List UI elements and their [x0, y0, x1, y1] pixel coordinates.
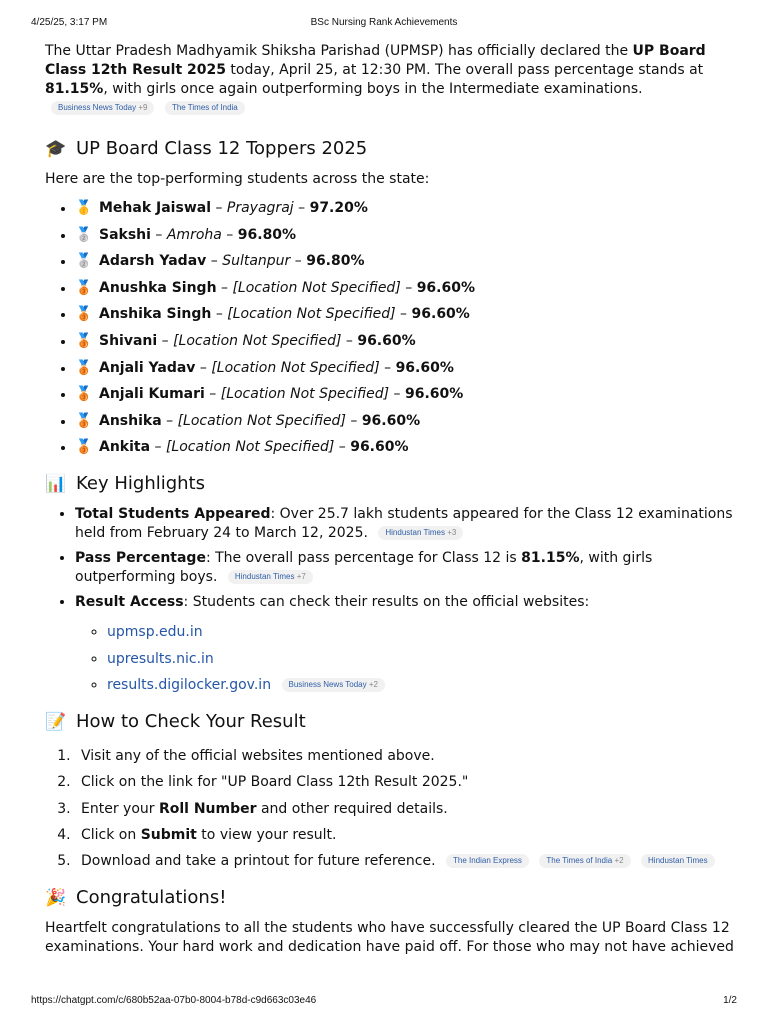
print-header [0, 17, 768, 31]
intro-paragraph [45, 42, 735, 118]
congrats-heading [45, 887, 735, 909]
separator: – [395, 306, 412, 323]
topper-score: 96.80% [306, 253, 365, 270]
howto-heading [45, 711, 735, 733]
separator: – [157, 332, 174, 349]
source-pill[interactable] [165, 101, 245, 115]
link-upmsp[interactable]: upmsp.edu.in [107, 623, 203, 640]
intro-bold-percentage: 81.15% [45, 81, 104, 97]
topper-name: Anjali Kumari [99, 386, 205, 403]
topper-score: 96.60% [361, 412, 421, 429]
item-text: to view your result. [196, 826, 337, 843]
source-pill[interactable] [539, 854, 630, 868]
source-pill[interactable] [641, 854, 715, 868]
item-label: Pass Percentage [75, 549, 206, 566]
heading-text: Key Highlights [76, 472, 205, 494]
toppers-list [45, 195, 735, 461]
list-item: 2. Click on the link for "UP Board Class 12th Result 2025." [75, 769, 735, 795]
congrats-paragraph: Heartfelt congratulations to all the students who have successfully cleared the UP Board Class 12 examinations. Your hard work and dedication have paid off. For those who may not have achieved [45, 919, 734, 955]
page-number: 1/2 [723, 995, 737, 1006]
medal-icon: 🥉 [75, 279, 93, 296]
graduation-cap-icon: 🎓 [45, 139, 67, 159]
separator: – [221, 226, 238, 243]
topper-item [75, 195, 735, 222]
topper-location: Amroha [166, 226, 222, 243]
pill-label: Business News Today [288, 680, 367, 690]
separator: – [206, 253, 223, 270]
highlights-heading [45, 473, 735, 495]
topper-score: 97.20% [309, 200, 368, 216]
memo-icon: 📝 [45, 711, 67, 732]
topper-item [75, 222, 735, 249]
separator: – [379, 359, 396, 376]
separator: – [195, 359, 212, 376]
topper-score: 96.60% [416, 279, 475, 296]
medal-icon: 🥉 [75, 359, 93, 376]
pill-label: Hindustan Times [648, 856, 708, 866]
list-item [75, 796, 735, 822]
intro-text: , with girls once again outperforming boys in the Intermediate examinations. [103, 81, 643, 97]
pill-label: The Times of India [546, 856, 613, 866]
list-item [75, 505, 735, 543]
topper-name: Anshika [99, 412, 162, 429]
topper-item [75, 434, 735, 461]
medal-icon: 🥉 [75, 439, 93, 456]
separator: – [341, 332, 358, 349]
list-item [75, 822, 735, 848]
topper-location: [Location Not Specified] [232, 279, 401, 296]
item-text: Click on [81, 826, 141, 843]
topper-name: Anushka Singh [99, 279, 217, 296]
topper-location: [Location Not Specified] [227, 306, 396, 323]
topper-name: Mehak Jaiswal [99, 200, 211, 216]
source-pill[interactable] [378, 526, 463, 540]
topper-name: Anjali Yadav [99, 359, 196, 376]
medal-icon: 🥈 [75, 226, 93, 243]
topper-location: [Location Not Specified] [165, 439, 335, 456]
separator: – [216, 279, 233, 296]
article-content [45, 42, 735, 957]
topper-location: [Location Not Specified] [177, 412, 346, 429]
item-text: , with girls outperforming boys. [75, 549, 653, 585]
item-text: and other required details. [256, 800, 448, 817]
separator: – [400, 279, 417, 296]
topper-item [75, 381, 735, 408]
item-text: Enter your [81, 800, 159, 817]
pill-label: Hindustan Times [234, 571, 295, 581]
item-text: : The overall pass percentage for Class 12 is [205, 549, 522, 566]
item-label: Result Access [75, 593, 184, 610]
topper-item [75, 408, 735, 435]
print-title: BSc Nursing Rank Achievements [310, 17, 458, 28]
medal-icon: 🥉 [75, 386, 93, 403]
topper-name: Anshika Singh [99, 306, 212, 323]
topper-item [75, 275, 735, 302]
source-pill[interactable] [228, 570, 313, 584]
toppers-lead: Here are the top-performing students across the state: [45, 171, 430, 187]
pill-label: Hindustan Times [385, 527, 445, 537]
topper-name: Ankita [99, 439, 151, 456]
topper-location: Sultanpur [222, 253, 291, 270]
heading-text: UP Board Class 12 Toppers 2025 [76, 138, 368, 159]
highlights-list [45, 505, 735, 699]
source-pill[interactable] [282, 678, 385, 692]
topper-location: [Location Not Specified] [220, 386, 390, 403]
print-footer [0, 995, 768, 1009]
separator: – [293, 200, 310, 216]
topper-score: 96.60% [350, 439, 409, 456]
pill-count: +3 [447, 527, 457, 537]
item-label: Total Students Appeared [75, 505, 271, 522]
item-bold: Submit [140, 826, 197, 843]
pill-label: The Times of India [171, 103, 238, 112]
pill-count: +2 [368, 680, 378, 690]
topper-score: 96.60% [357, 332, 416, 349]
pill-label: The Indian Express [453, 856, 522, 866]
intro-text: today, April 25, at 12:30 PM. The overall pass percentage stands at [225, 62, 704, 78]
list-item [75, 848, 735, 874]
separator: – [334, 439, 351, 456]
steps-list [45, 743, 735, 875]
list-item [107, 646, 735, 673]
separator: – [290, 253, 307, 270]
separator: – [211, 200, 227, 216]
topper-location: [Location Not Specified] [211, 359, 380, 376]
item-text: : Students can check their results on the official websites: [183, 593, 590, 610]
print-url: https://chatgpt.com/c/680b52aa-07b0-8004-b78d-c9d663c03e46 [31, 995, 317, 1006]
topper-name: Sakshi [99, 226, 151, 243]
pill-label: Business News Today [58, 103, 137, 112]
list-item [75, 549, 735, 587]
toppers-heading [45, 138, 735, 160]
topper-item [75, 248, 735, 275]
topper-name: Adarsh Yadav [99, 253, 207, 270]
source-pill[interactable] [51, 101, 154, 115]
topper-score: 96.60% [404, 386, 464, 403]
websites-list [75, 619, 735, 699]
separator: – [150, 439, 166, 456]
item-text: : Over 25.7 lakh students appeared for the Class 12 examinations held from February 24 to March 12, 2025. [75, 505, 733, 541]
separator: – [204, 386, 221, 403]
source-pill[interactable] [446, 854, 529, 868]
item-bold: 81.15% [521, 549, 580, 566]
item-bold: Roll Number [158, 800, 257, 817]
medal-icon: 🥉 [75, 332, 93, 349]
topper-item [75, 301, 735, 328]
separator: – [345, 412, 362, 429]
list-item: 1. Visit any of the official websites mentioned above. [75, 743, 735, 769]
topper-name: Shivani [99, 332, 158, 349]
heading-text: Congratulations! [76, 886, 227, 908]
intro-bold-result: UP Board Class 12th Result 2025 [45, 43, 706, 78]
list-item [107, 672, 735, 699]
separator: – [389, 386, 405, 403]
topper-location: Prayagraj [226, 200, 294, 216]
medal-icon: 🥉 [75, 412, 93, 429]
separator: – [211, 306, 228, 323]
topper-score: 96.60% [395, 359, 454, 376]
topper-location: [Location Not Specified] [173, 332, 342, 349]
intro-text: The Uttar Pradesh Madhyamik Shiksha Parishad (UPMSP) has officially declared the [45, 43, 633, 59]
separator: – [150, 226, 167, 243]
list-item [107, 619, 735, 646]
medal-icon: 🥈 [75, 253, 93, 270]
topper-item [75, 355, 735, 382]
medal-icon: 🥉 [75, 306, 93, 323]
list-item [75, 593, 735, 699]
link-upresults[interactable]: upresults.nic.in [107, 650, 214, 667]
topper-score: 96.60% [411, 306, 470, 323]
separator: – [161, 412, 178, 429]
bar-chart-icon: 📊 [45, 473, 67, 494]
item-text: Download and take a printout for future reference. [81, 853, 436, 870]
print-date: 4/25/25, 3:17 PM [31, 17, 108, 28]
pill-count: +2 [614, 856, 624, 866]
heading-text: How to Check Your Result [76, 710, 306, 732]
link-digilocker[interactable]: results.digilocker.gov.in [107, 677, 272, 694]
party-popper-icon: 🎉 [45, 887, 67, 908]
medal-icon: 🥇 [75, 200, 93, 216]
pill-count: +7 [296, 571, 306, 581]
pill-count: +9 [138, 103, 148, 112]
topper-score: 96.80% [237, 226, 297, 243]
topper-item [75, 328, 735, 355]
